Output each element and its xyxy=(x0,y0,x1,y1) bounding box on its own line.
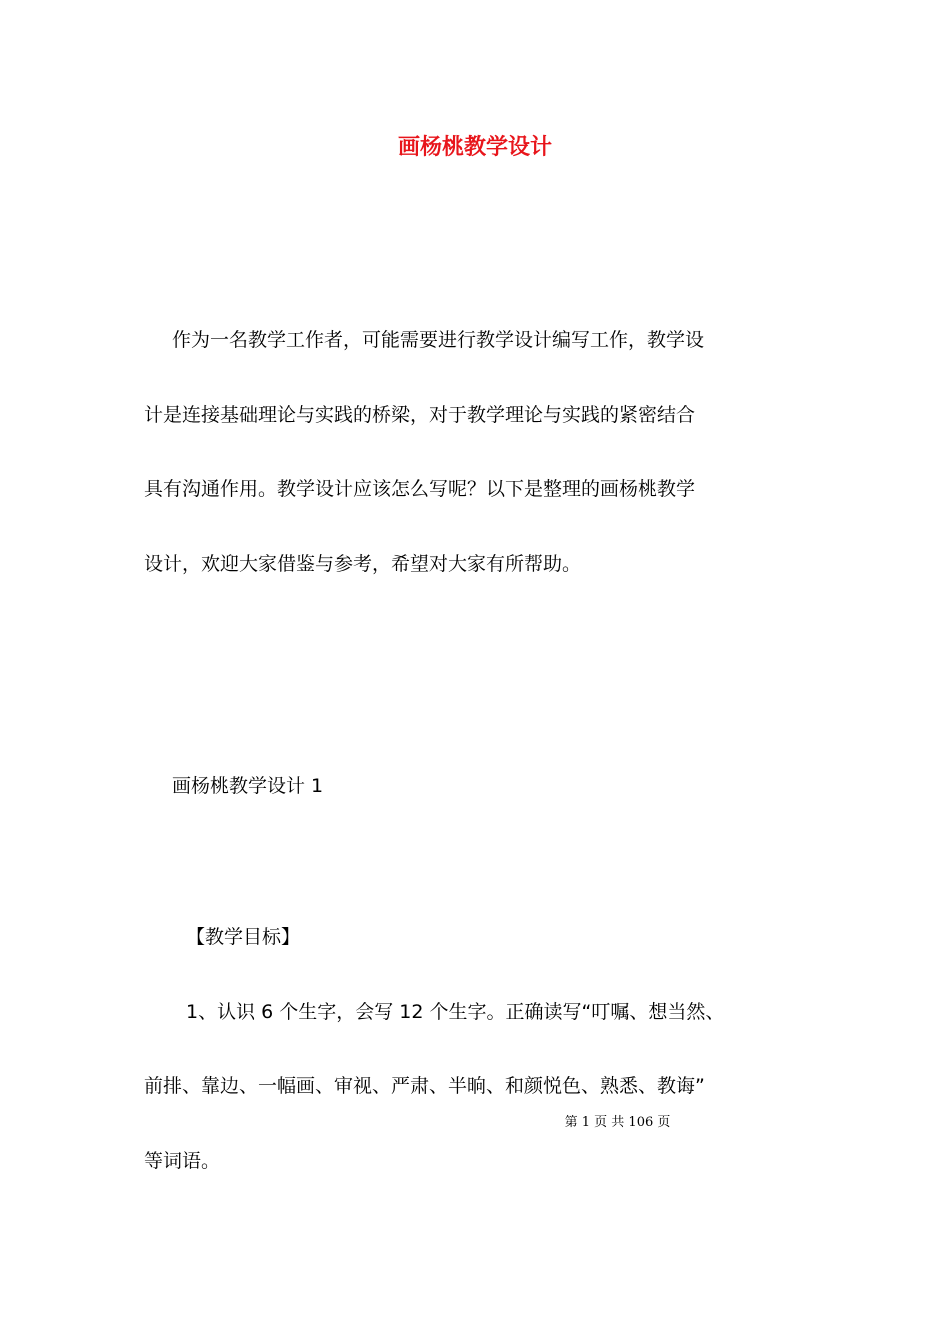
intro-line-3: 具有沟通作用。教学设计应该怎么写呢？以下是整理的画杨桃教学 xyxy=(144,478,696,500)
objective-line-1: 1、认识 6 个生字，会写 12 个生字。正确读写“叮嘱、想当然、 xyxy=(186,1001,725,1023)
intro-line-2: 计是连接基础理论与实践的桥梁，对于教学理论与实践的紧密结合 xyxy=(144,404,696,426)
page-footer: 第 1 页 共 106 页 xyxy=(564,1115,671,1130)
document-title: 画杨桃教学设计 xyxy=(397,135,552,160)
objective-line-2: 前排、靠边、一幅画、审视、严肃、半晌、和颜悦色、熟悉、教诲” xyxy=(144,1075,705,1097)
intro-line-4: 设计，欢迎大家借鉴与参考，希望对大家有所帮助。 xyxy=(144,553,582,575)
intro-line-1: 作为一名教学工作者，可能需要进行教学设计编写工作，教学设 xyxy=(172,329,705,351)
objectives-heading: 【教学目标】 xyxy=(186,926,301,948)
objective-line-3: 等词语。 xyxy=(144,1150,221,1172)
section-heading: 画杨桃教学设计 1 xyxy=(172,775,324,797)
